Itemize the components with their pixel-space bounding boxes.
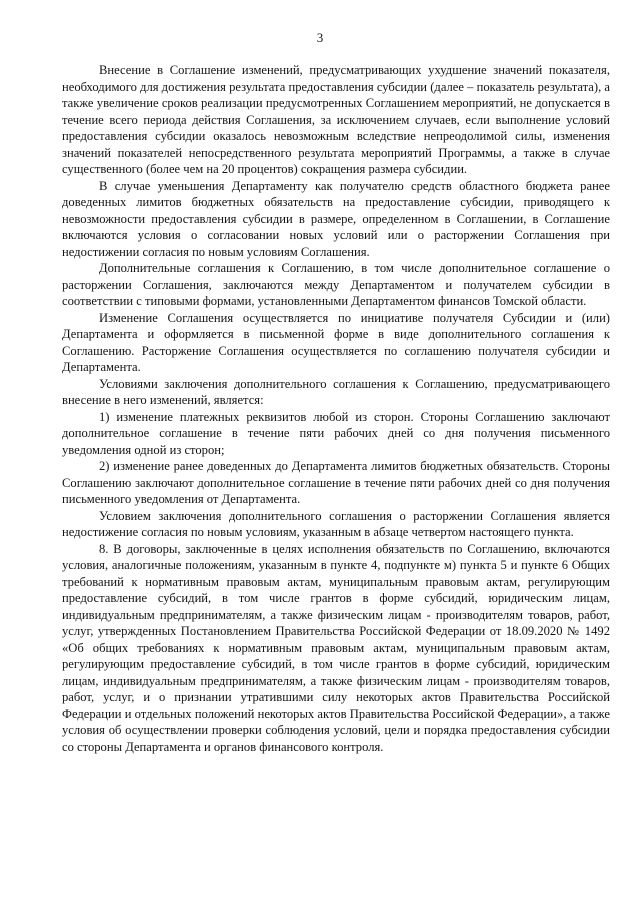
paragraph-termination-condition: Условием заключения дополнительного соглашения о расторжении Соглашения является недостижение согласия по новым условиям, указанным в абзаце четвертом настоящего пункта. (62, 508, 610, 539)
document-body (62, 62, 610, 755)
paragraph-condition-2: 2) изменение ранее доведенных до Департамента лимитов бюджетных обязательств. Стороны Соглашению заключают дополнительное соглашение в течение пяти рабочих дней со дня получения письменного уведомления от Департамента. (62, 459, 610, 506)
paragraph-condition-1: 1) изменение платежных реквизитов любой из сторон. Стороны Соглашению заключают дополнительное соглашение в течение пяти рабочих дней со дня получения письменного уведомления одной из сторон; (62, 409, 610, 457)
paragraph-indicator-changes: Внесение в Соглашение изменений, предусматривающих ухудшение значений показателя, необходимого для достижения результата предоставления субсидии (далее – показатель результата), а также увеличение сроков реализации предусмотренных Соглашением мероприятий, не допускается в течение всего периода действия Соглашения, за исключением случаев, если выполнение условий предоставления субсидии оказалось невозможным вследствие непреодолимой силы, изменения значений показателей непосредственного результата мероприятий Программы, а также в случае существенного (более чем на 20 процентов) сокращения размера субсидии. (62, 63, 610, 176)
paragraph-item-8: 8. В договоры, заключенные в целях исполнения обязательств по Соглашению, включаются условия, аналогичные положениям, указанным в пункте 4, подпункте м) пункта 5 и пункте 6 Общих требований к нормативным правовым актам, муниципальным правовым актам, регулирующим предоставление субсидий, в том числе грантов в форме субсидий, юридическим лицам, индивидуальным предпринимателям, а также физическим лицам - производителям товаров, работ, услуг, утвержденных Постановлением Правительства Российской Федерации от 18.09.2020 № 1492 «Об общих требованиях к нормативным правовым актам, муниципальным правовым актам, регулирующим предоставление субсидий, в том числе грантов в форме субсидий, юридическим лицам, индивидуальным предпринимателям, а также физическим лицам - производителям товаров, работ, услуг, и о признании утратившими силу некоторых актов Правительства Российской Федерации и отдельных положений некоторых актов Правительства Российской Федерации», а также условия об осуществлении проверки соблюдения условий, цели и порядка предоставления субсидии со стороны Департамента и органов финансового контроля. (62, 541, 610, 754)
paragraph-additional-agreements: Дополнительные соглашения к Соглашению, в том числе дополнительное соглашение о расторжении Соглашения, заключаются между Департаментом и получателем субсидии в соответствии с типовыми формами, установленными Департаментом финансов Томской области. (62, 261, 610, 308)
page-number: 3 (316, 30, 324, 45)
paragraph-conditions-intro: Условиями заключения дополнительного соглашения к Соглашению, предусматривающего внесение в него изменений, является: (62, 376, 610, 407)
paragraph-budget-reduction: В случае уменьшения Департаменту как получателю средств областного бюджета ранее доведенных лимитов бюджетных обязательств на предоставление субсидии, приводящего к невозможности предоставления субсидии в размере, определенном в Соглашении, в Соглашение включаются условия о согласовании новых условий или о расторжении Соглашения при недостижении согласия по новым условиям Соглашения. (62, 178, 610, 259)
paragraph-agreement-amendment: Изменение Соглашения осуществляется по инициативе получателя Субсидии и (или) Департамента и оформляется в письменной форме в виде дополнительного соглашения к Соглашению. Расторжение Соглашения осуществляется по соглашению получателя субсидии и Департамента. (62, 310, 610, 374)
